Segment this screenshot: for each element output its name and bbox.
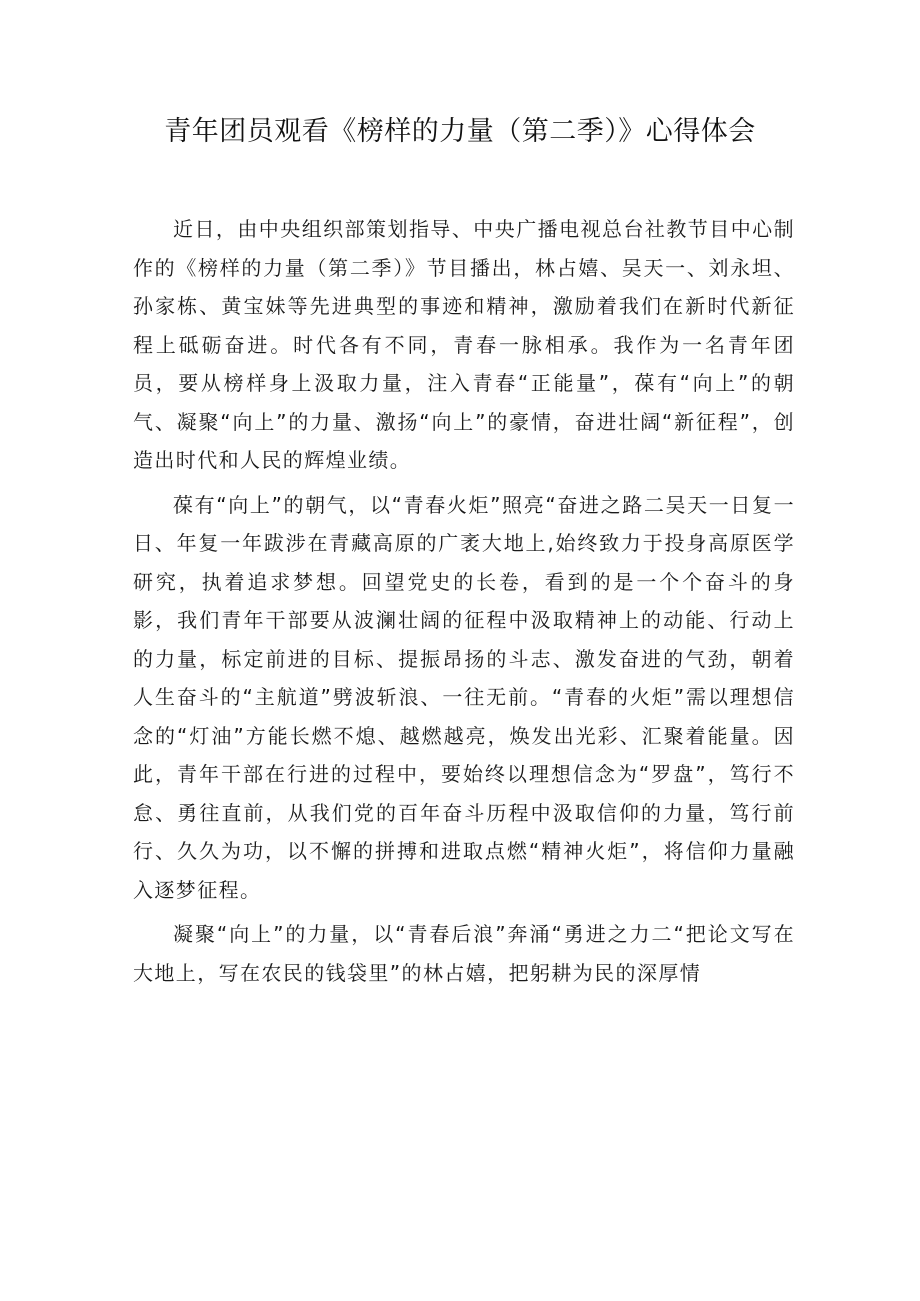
paragraph-vitality: 葆有“向上”的朝气，以“青春火炬”照亮“奋进之路二吴天一日复一日、年复一年跋涉在青藏高原的广袤大地上,始终致力于投身高原医学研究，执着追求梦想。回望党史的长卷，看到的是一个个奋斗的身影，我们青年干部要从波澜壮阔的征程中汲取精神上的动能、行动上的力量，标定前进的目标、提振昂扬的斗志、激发奋进的气劲，朝着人生奋斗的“主航道”劈波斩浪、一往无前。“青春的火炬”需以理想信念的“灯油”方能长燃不熄、越燃越亮，焕发出光彩、汇聚着能量。因此，青年干部在行进的过程中，要始终以理想信念为“罗盘”，笃行不怠、勇往直前，从我们党的百年奋斗历程中汲取信仰的力量，笃行前行、久久为功，以不懈的拼搏和进取点燃“精神火炬”，将信仰力量融入逐梦征程。 [133,492,795,902]
document-title: 青年团员观看《榜样的力量（第二季）》心得体会 [164,116,756,147]
document-body [133,210,795,992]
paragraph-strength: 凝聚“向上”的力量，以“青春后浪”奔涌“勇进之力二“把论文写在大地上，写在农民的钱袋里”的林占嬉，把躬耕为民的深厚情 [133,922,795,985]
paragraph-intro: 近日，由中央组织部策划指导、中央广播电视总台社教节目中心制作的《榜样的力量（第二季）》节目播出，林占嬉、吴天一、刘永坦、孙家栋、黄宝妹等先进典型的事迹和精神，激励着我们在新时代新征程上砥砺奋进。时代各有不同，青春一脉相承。我作为一名青年团员，要从榜样身上汲取力量，注入青春“正能量”，葆有“向上”的朝气、凝聚“向上”的力量、激扬“向上”的豪情，奋进壮阔“新征程”，创造出时代和人民的辉煌业绩。 [133,217,795,472]
